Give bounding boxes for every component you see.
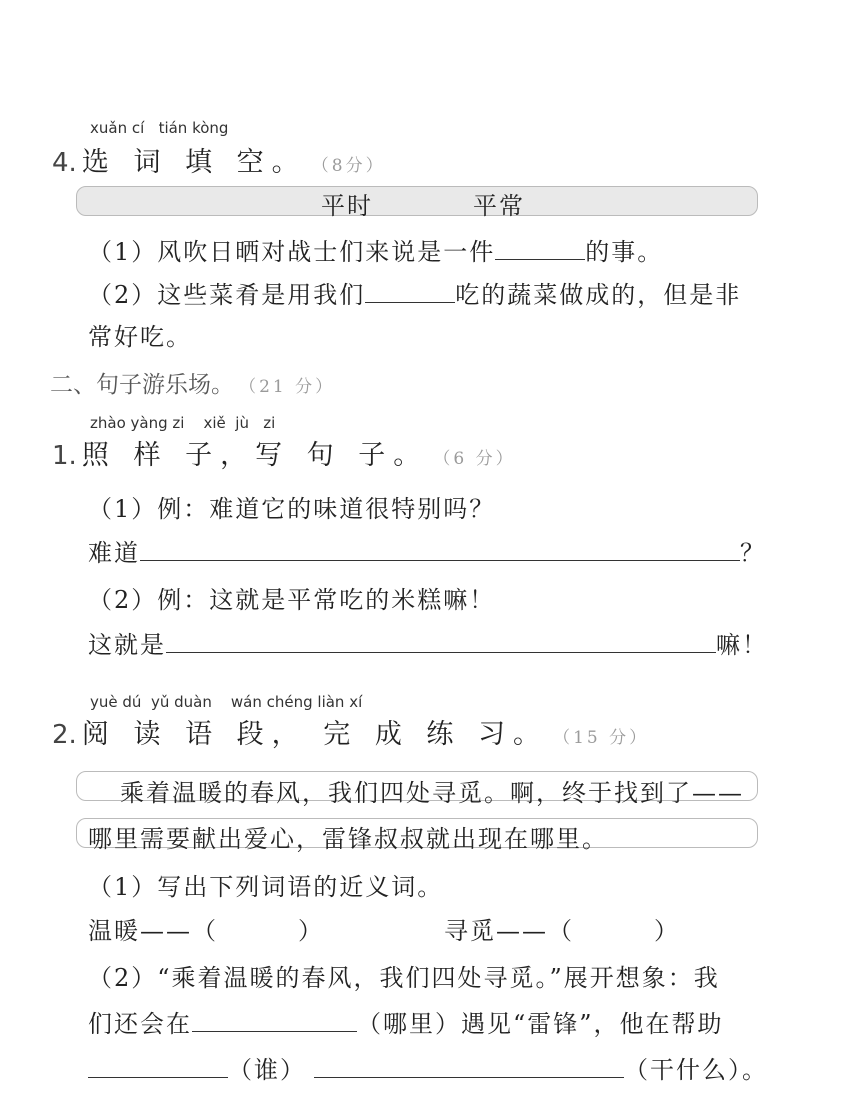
what-label: （干什么）。 [624, 1056, 768, 1084]
section-2-heading [50, 366, 335, 399]
q1-line-2-end: 嘛！ [716, 631, 768, 659]
q1-pinyin: zhào yàng zi xiě jù zi [90, 414, 276, 432]
q4-score: （8分） [311, 156, 386, 176]
q2-number: 2. [52, 720, 77, 750]
word-options-box [76, 186, 758, 220]
q4-item-2-text-b: 吃的蔬菜做成的，但是非 [455, 281, 742, 309]
q1-blank-2[interactable] [166, 630, 716, 653]
option-pingshi: 平时 [321, 192, 373, 220]
q2-heading [52, 712, 649, 751]
q4-title: 选 词 填 空。 [81, 147, 307, 178]
q1-line-2-start: 这就是 [88, 631, 166, 659]
q4-number: 4. [52, 148, 77, 178]
passage-line-1: 乘着温暖的春风，我们四处寻觅。啊，终于找到了—— [120, 779, 744, 807]
q2-title: 阅 读 语 段， 完 成 练 习。 [81, 719, 548, 750]
q4-item-1 [88, 232, 663, 267]
q1-line-1-end: ？ [740, 539, 766, 567]
q1-line-1-start: 难道 [88, 539, 140, 567]
synonym-1-word: 温暖——（ [88, 917, 218, 945]
q4-pinyin: xuǎn cí tián kòng [90, 119, 229, 137]
q1-example-1: （1）例：难道它的味道很特别吗？ [88, 495, 496, 523]
q2-sub-2-line-3 [88, 1050, 768, 1085]
q4-item-1-text-a: （1）风吹日晒对战士们来说是一件 [88, 238, 496, 266]
q2-sub-1: （1）写出下列词语的近义词。 [88, 873, 444, 901]
q1-answer-line-2 [88, 625, 768, 660]
q4-item-2-blank[interactable] [365, 280, 455, 303]
q4-item-2-text-a: （2）这些菜肴是用我们 [88, 281, 366, 309]
q2-sub-2: （2）“乘着温暖的春风，我们四处寻觅。”展开想象：我 [88, 964, 720, 992]
who-label: （谁） [228, 1056, 306, 1084]
option-pingchang: 平常 [473, 192, 525, 220]
section-2-score: （21 分） [239, 377, 336, 397]
q1-score: （6 分） [433, 449, 516, 469]
q4-item-1-blank[interactable] [495, 237, 585, 260]
q4-item-2-continued: 常好吃。 [88, 323, 192, 351]
who-blank[interactable] [88, 1055, 228, 1078]
q2-synonym-1 [88, 911, 324, 946]
sub-2-text-where-suffix: （哪里）遇见“雷锋”，他在帮助 [357, 1010, 724, 1038]
q4-item-2 [88, 275, 741, 310]
where-blank[interactable] [192, 1009, 357, 1032]
sub-2-text-where-prefix: 们还会在 [88, 1010, 192, 1038]
what-blank[interactable] [314, 1055, 624, 1078]
q2-sub-2-line-2 [88, 1004, 724, 1039]
q4-heading [52, 140, 386, 179]
synonym-2-word: 寻觅——（ [444, 917, 574, 945]
q1-heading [52, 433, 516, 472]
q1-example-2: （2）例：这就是平常吃的米糕嘛！ [88, 586, 496, 614]
q4-item-1-text-b: 的事。 [585, 238, 664, 266]
synonym-2-close: ） [654, 917, 680, 945]
q2-score: （15 分） [553, 728, 650, 748]
q1-answer-line-1 [88, 533, 766, 568]
q2-synonym-2 [444, 911, 680, 946]
section-2-title: 二、句子游乐场。 [50, 372, 234, 398]
synonym-1-close: ） [298, 917, 324, 945]
q1-number: 1. [52, 441, 77, 471]
q2-pinyin: yuè dú yǔ duàn wán chéng liàn xí [90, 693, 363, 711]
q1-title: 照 样 子，写 句 子。 [81, 440, 429, 471]
passage-line-2: 哪里需要献出爱心，雷锋叔叔就出现在哪里。 [88, 825, 608, 853]
q1-blank-1[interactable] [140, 538, 740, 561]
